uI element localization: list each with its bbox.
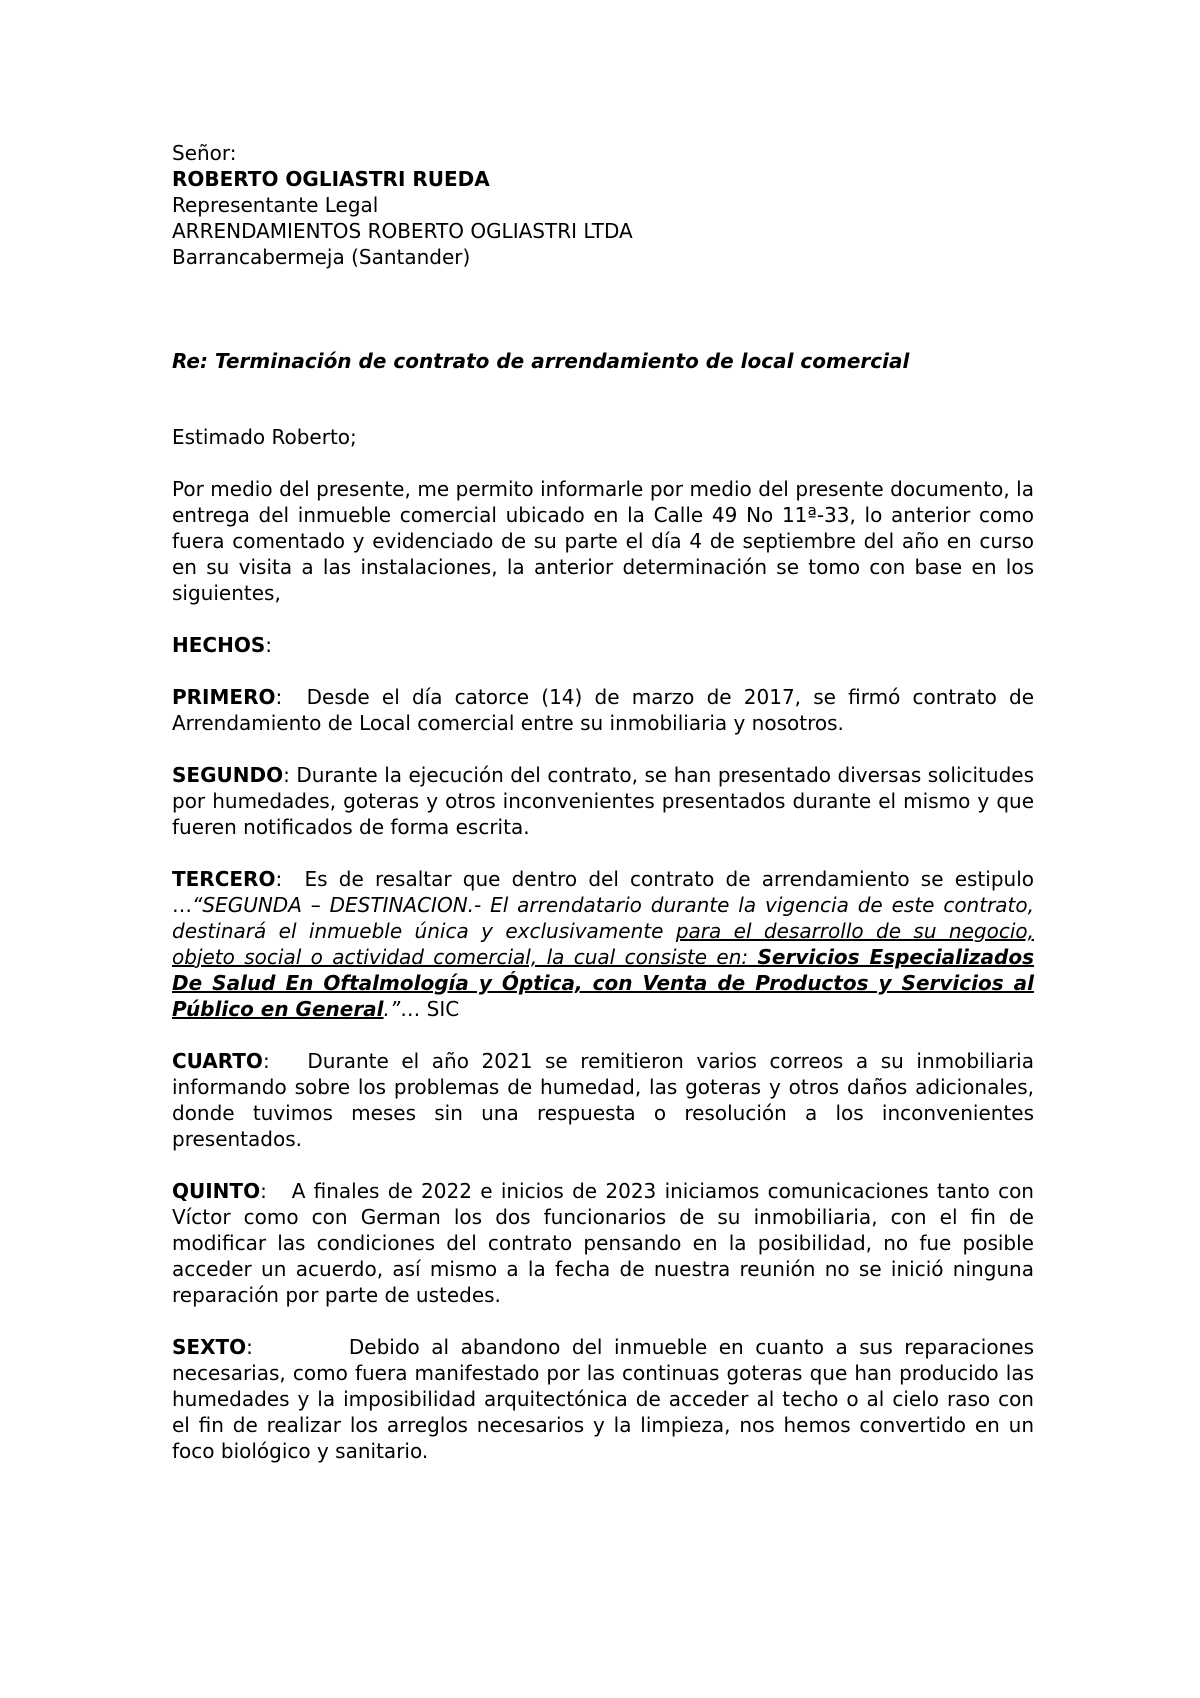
fact-segundo-text: Durante la ejecución del contrato, se han presentado diversas solicitudes por humedades, goteras y otros inconvenientes presentados durante el mismo y que fueren notificados de forma escrita. bbox=[172, 763, 1034, 839]
fact-quinto-text: A finales de 2022 e inicios de 2023 iniciamos comunicaciones tanto con Víctor como con German los dos funcionarios de su inmobiliaria, con el fin de modificar las condiciones del contrato pensando en la posibilidad, no fue posible acceder un acuerdo, así mismo a la fecha de nuestra reunión no se inició ninguna reparación por parte de ustedes. bbox=[172, 1179, 1034, 1307]
fact-sexto-colon: : bbox=[246, 1335, 253, 1359]
fact-tercero-quote-underlined: para el desarrollo de su negocio, objeto social o actividad comercial, la cual consiste en: bbox=[172, 919, 1034, 969]
greeting: Estimado Roberto; bbox=[172, 425, 357, 449]
fact-tercero-text: Es de resaltar que dentro del contrato de arrendamiento se estipulo … bbox=[172, 867, 1034, 917]
fact-tercero-label: TERCERO bbox=[172, 867, 276, 891]
fact-cuarto-label: CUARTO bbox=[172, 1049, 263, 1073]
fact-tercero-quote-end: .” bbox=[383, 997, 401, 1021]
addressee-city: Barrancabermeja (Santander) bbox=[172, 245, 471, 269]
hechos-heading bbox=[172, 632, 1034, 658]
fact-segundo-label: SEGUNDO bbox=[172, 763, 284, 787]
intro-paragraph: Por medio del presente, me permito informarle por medio del presente documento, la entrega del inmueble comercial ubicado en la Calle 49 No 11ª-33, lo anterior como fuera comentado y evidenciado de su parte el día 4 de septiembre del año en curso en su visita a las instalaciones, la anterior determinación se tomo con base en los siguientes, bbox=[172, 477, 1034, 605]
fact-sexto bbox=[172, 1334, 1034, 1464]
fact-quinto-colon: : bbox=[260, 1179, 267, 1203]
fact-tercero-sic: … SIC bbox=[400, 997, 460, 1021]
fact-primero-colon: : bbox=[275, 685, 283, 709]
addressee-company: ARRENDAMIENTOS ROBERTO OGLIASTRI LTDA bbox=[172, 219, 633, 243]
fact-segundo-colon: : bbox=[283, 763, 290, 787]
addressee-name: ROBERTO OGLIASTRI RUEDA bbox=[172, 167, 490, 191]
fact-cuarto-text: Durante el año 2021 se remitieron varios correos a su inmobiliaria informando sobre los problemas de humedad, las goteras y otros daños adicionales, donde tuvimos meses sin una respuesta o resolución a los inconvenientes presentados. bbox=[172, 1049, 1034, 1151]
letter-page bbox=[172, 140, 1034, 1464]
fact-tercero-colon: : bbox=[275, 867, 283, 891]
fact-primero-label: PRIMERO bbox=[172, 685, 276, 709]
fact-sexto-text: Debido al abandono del inmueble en cuanto a sus reparaciones necesarias, como fuera manifestado por las continuas goteras que han producido las humedades y la imposibilidad arquitectónica de acceder al techo o al cielo raso con el fin de realizar los arreglos necesarios y la limpieza, nos hemos convertido en un foco biológico y sanitario. bbox=[172, 1335, 1034, 1463]
hechos-label: HECHOS bbox=[172, 633, 266, 657]
fact-primero bbox=[172, 684, 1034, 736]
subject-line: Re: Terminación de contrato de arrendamiento de local comercial bbox=[172, 349, 910, 373]
fact-quinto-label: QUINTO bbox=[172, 1179, 261, 1203]
fact-sexto-label: SEXTO bbox=[172, 1335, 247, 1359]
fact-tercero bbox=[172, 866, 1034, 1022]
fact-tercero-quote-bold: Servicios Especializados De Salud En Oftalmología y Óptica, con Venta de Productos y Servicios al Público en General bbox=[172, 945, 1034, 1021]
fact-cuarto bbox=[172, 1048, 1034, 1152]
hechos-colon: : bbox=[265, 633, 272, 657]
addressee-salutation: Señor: bbox=[172, 141, 237, 165]
fact-tercero-quote: “SEGUNDA – DESTINACION.- El arrendatario durante la vigencia de este contrato, destinará el inmueble única y exclusivamente bbox=[172, 893, 1034, 943]
fact-primero-text: Desde el día catorce (14) de marzo de 2017, se firmó contrato de Arrendamiento de Local comercial entre su inmobiliaria y nosotros. bbox=[172, 685, 1035, 735]
addressee-block bbox=[172, 140, 1034, 270]
fact-segundo bbox=[172, 762, 1034, 840]
fact-quinto bbox=[172, 1178, 1034, 1308]
fact-cuarto-colon: : bbox=[262, 1049, 270, 1073]
addressee-role: Representante Legal bbox=[172, 193, 379, 217]
